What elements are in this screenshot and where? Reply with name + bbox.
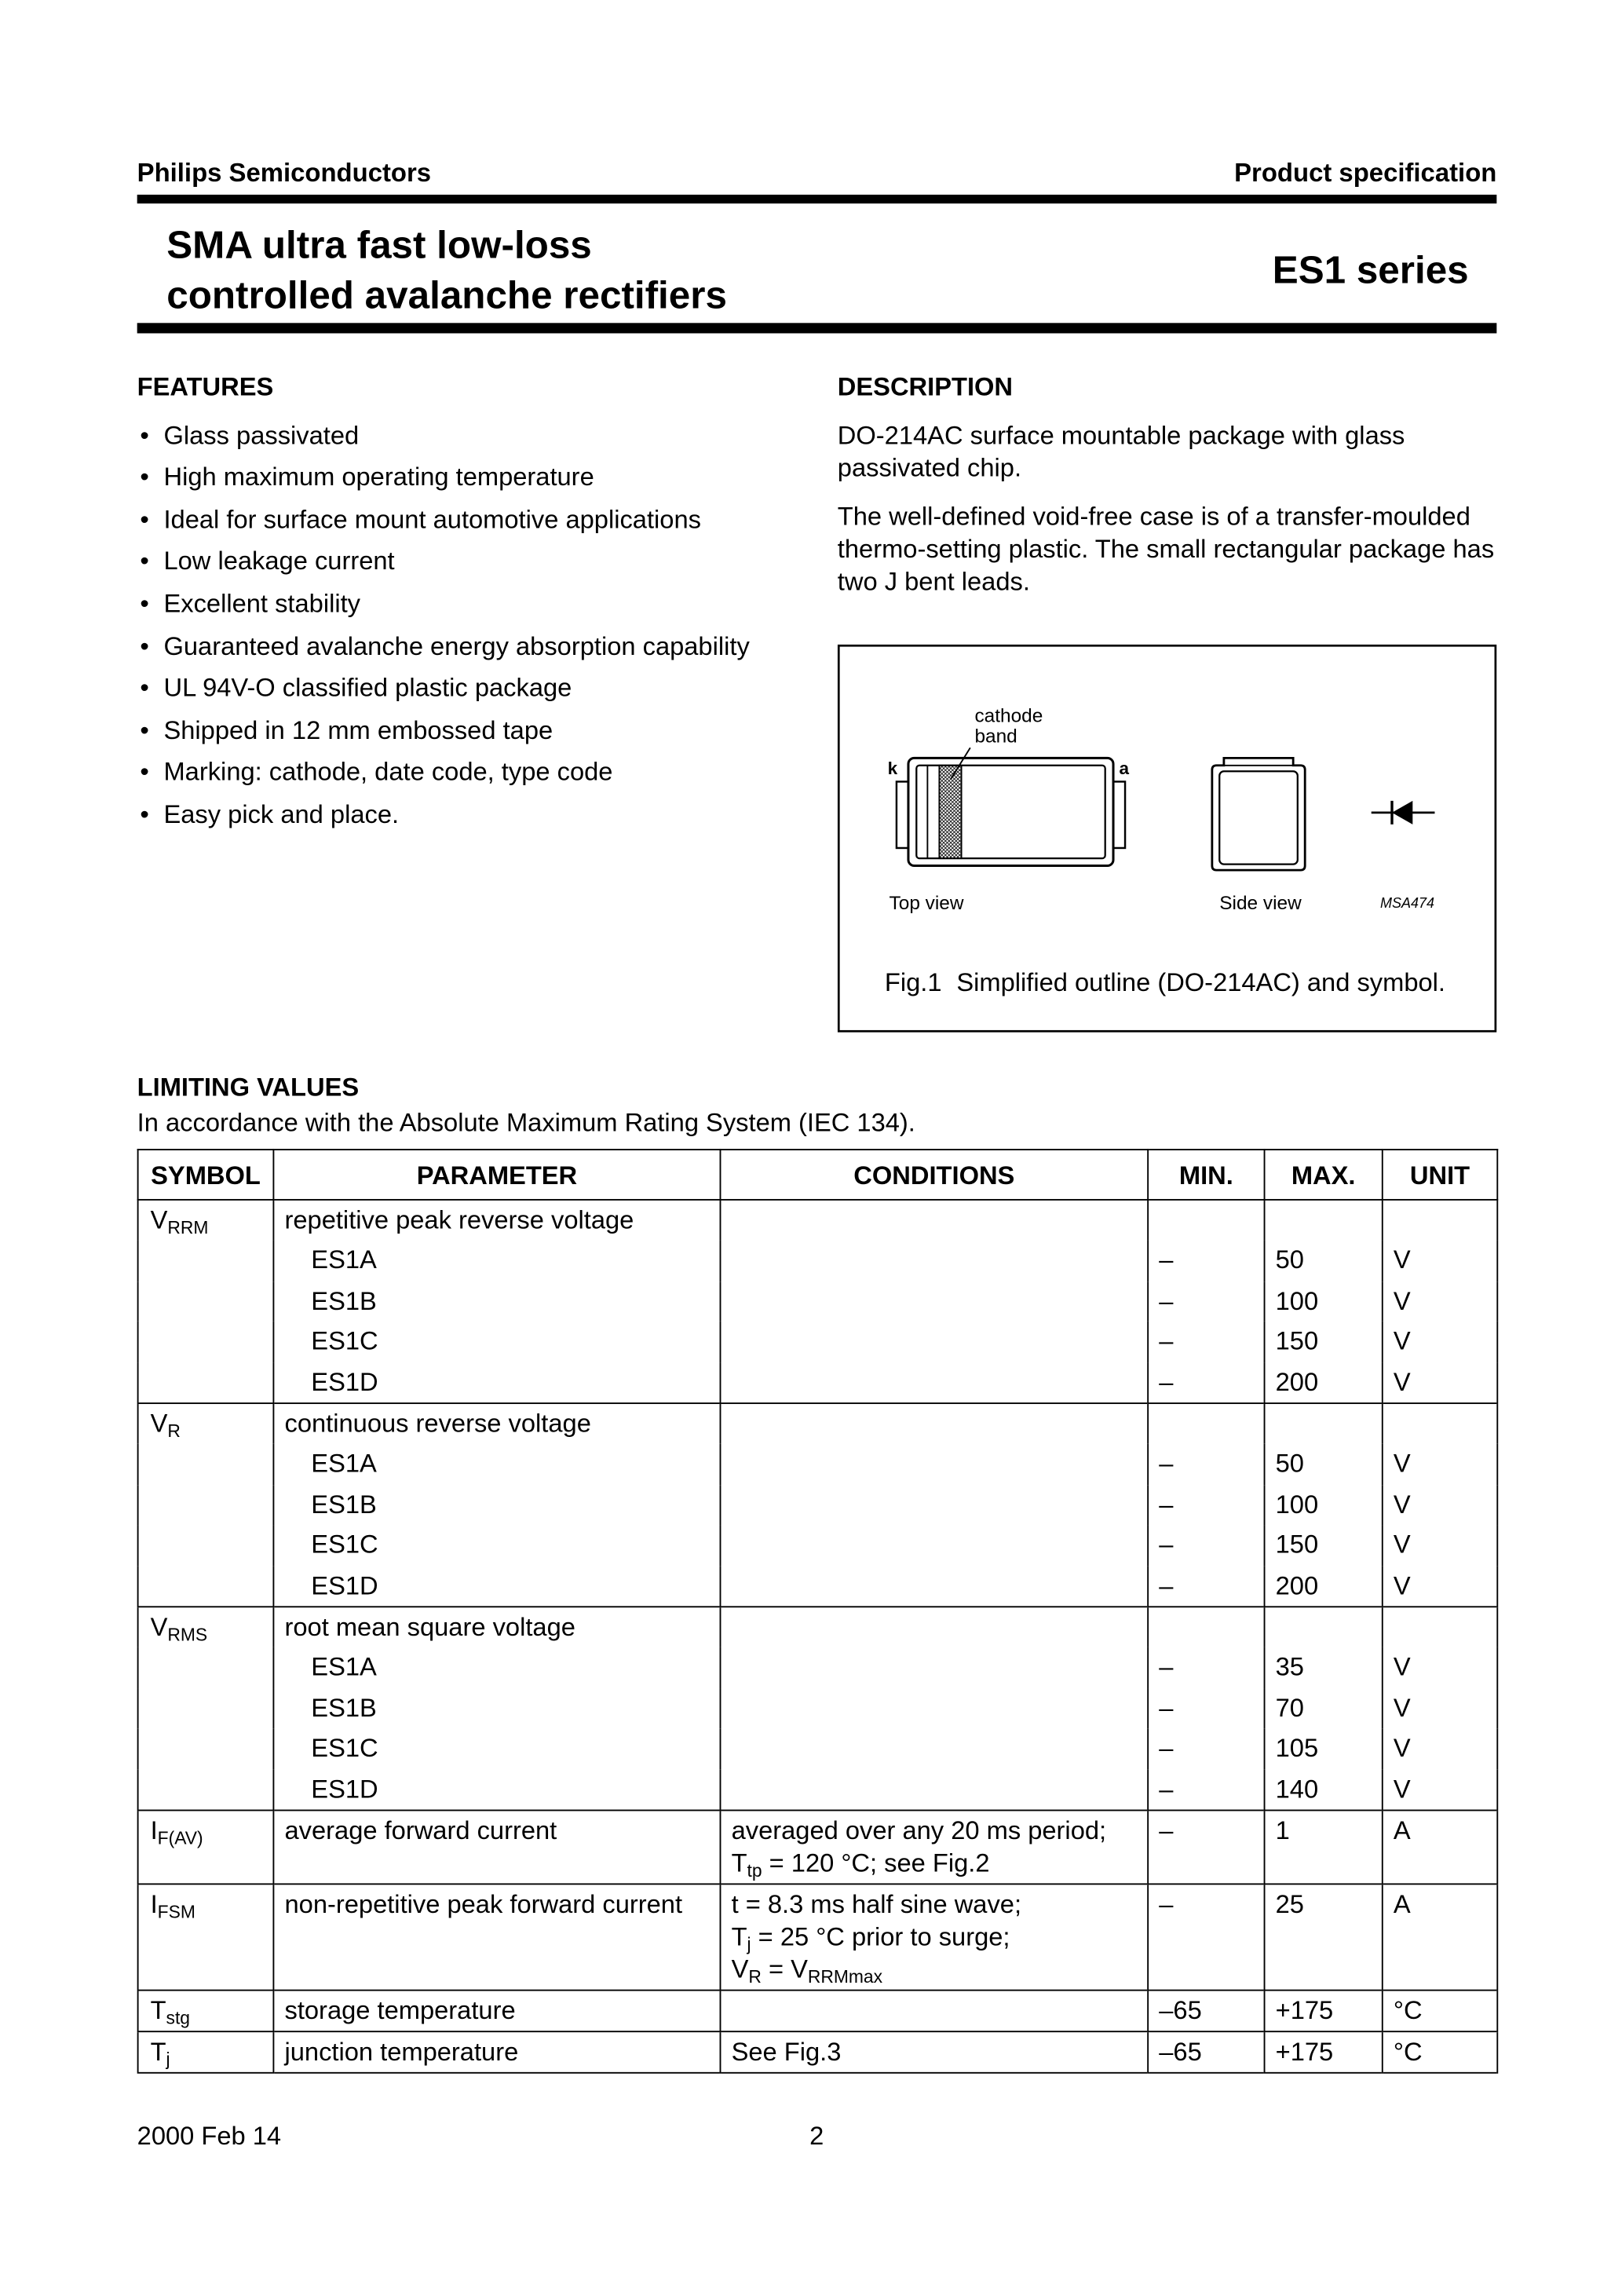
feature-item: [137, 414, 750, 456]
parameter-cell: continuous reverse voltage: [273, 1403, 720, 1444]
conditions-cell: [720, 1362, 1148, 1403]
condition-text: = V: [761, 1954, 808, 1984]
feature-text: UL 94V-O classified plastic package: [163, 672, 572, 703]
condition-line: [732, 1814, 1148, 1846]
company-name: Philips Semiconductors: [137, 157, 432, 188]
conditions-cell: [720, 1403, 1148, 1444]
column-header-parameter: PARAMETER: [273, 1150, 720, 1200]
unit-cell: V: [1383, 1241, 1497, 1281]
variant-row: [138, 1322, 1498, 1362]
unit-cell: V: [1383, 1281, 1497, 1322]
condition-subscript: j: [747, 1934, 751, 1955]
feature-item: [137, 540, 750, 583]
feature-text: Shipped in 12 mm embossed tape: [163, 715, 553, 745]
drawing-code: MSA474: [1379, 895, 1435, 912]
max-cell: 100: [1265, 1281, 1383, 1322]
max-cell: 105: [1265, 1729, 1383, 1769]
feature-item: [137, 709, 750, 751]
symbol-cell: [138, 1648, 274, 1688]
description-paragraph: DO-214AC surface mountable package with glass passivated chip.: [837, 420, 1405, 483]
variant-type-cell: ES1C: [273, 1322, 720, 1362]
max-cell: 1: [1265, 1811, 1383, 1885]
parameter-cell: root mean square voltage: [273, 1607, 720, 1647]
condition-text: averaged over any 20 ms period;: [731, 1815, 1107, 1845]
symbol-cell: [138, 1322, 274, 1362]
conditions-cell: [720, 1281, 1148, 1322]
symbol-cell: [138, 1769, 274, 1810]
figure-caption: [885, 966, 1445, 998]
unit-cell: V: [1383, 1648, 1497, 1688]
min-cell: –: [1148, 1526, 1264, 1566]
table-row: [138, 1200, 1498, 1241]
max-cell: 200: [1265, 1566, 1383, 1607]
condition-subscript: tp: [747, 1860, 762, 1881]
variant-row: [138, 1281, 1498, 1322]
side-view-drawing: [1212, 758, 1305, 870]
side-view-label: Side view: [1219, 892, 1302, 914]
symbol-base: V: [150, 1205, 168, 1235]
product-title-line-1: SMA ultra fast low-loss: [166, 222, 592, 267]
condition-line: [732, 2035, 1148, 2067]
condition-text: T: [731, 1848, 747, 1878]
variant-type-cell: ES1A: [273, 1445, 720, 1485]
symbol-cell: [138, 1526, 274, 1566]
unit-cell: [1383, 1200, 1497, 1241]
symbol-cell: [138, 1403, 274, 1444]
bullet-icon: •: [140, 799, 149, 829]
max-cell: 50: [1265, 1241, 1383, 1281]
variant-row: [138, 1445, 1498, 1485]
min-cell: –: [1148, 1281, 1264, 1322]
figure-1: [838, 645, 1497, 1033]
max-cell: 100: [1265, 1485, 1383, 1525]
description-paragraph: The well-defined void-free case is of a transfer-moulded thermo-setting plastic. The small rectangular package has two J bent leads.: [837, 501, 1495, 596]
symbol-base: I: [150, 1889, 158, 1919]
symbol-cell: [138, 1566, 274, 1607]
feature-item: [137, 794, 750, 836]
parameter-cell: average forward current: [273, 1811, 720, 1885]
limiting-values-table: [137, 1149, 1499, 2074]
symbol-base: I: [150, 1815, 158, 1845]
condition-text: T: [731, 1921, 747, 1952]
feature-text: Ideal for surface mount automotive applications: [163, 504, 701, 534]
symbol-base: V: [150, 1408, 168, 1439]
conditions-cell: [720, 1648, 1148, 1688]
max-cell: [1265, 1607, 1383, 1647]
min-cell: –: [1148, 1648, 1264, 1688]
table-row: [138, 1811, 1498, 1885]
feature-text: Glass passivated: [163, 419, 360, 450]
condition-line: [732, 1847, 1148, 1879]
parameter-cell: storage temperature: [273, 1991, 720, 2032]
product-title-line-2: controlled avalanche rectifiers: [166, 272, 727, 317]
max-cell: 140: [1265, 1769, 1383, 1810]
footer-date: 2000 Feb 14: [137, 2120, 282, 2151]
top-view-drawing: [897, 748, 1125, 865]
table-body: [138, 1200, 1498, 2073]
conditions-cell: [720, 1322, 1148, 1362]
unit-cell: V: [1383, 1322, 1497, 1362]
feature-text: Marking: cathode, date code, type code: [163, 757, 613, 787]
symbol-subscript: RRM: [167, 1217, 209, 1238]
diode-symbol-icon: [1372, 801, 1435, 824]
features-list: [137, 414, 750, 835]
variant-type-cell: ES1A: [273, 1648, 720, 1688]
max-cell: [1265, 1200, 1383, 1241]
cathode-band: [939, 766, 961, 858]
min-cell: –65: [1148, 1991, 1264, 2032]
symbol-cell: [138, 1991, 274, 2032]
condition-text: = 25 °C prior to surge;: [751, 1921, 1010, 1952]
symbol-cell: [138, 1445, 274, 1485]
symbol-subscript: FSM: [157, 1901, 195, 1923]
variant-type-cell: ES1B: [273, 1688, 720, 1728]
feature-item: [137, 625, 750, 667]
column-header-max: MAX.: [1265, 1150, 1383, 1200]
bullet-icon: •: [140, 462, 149, 492]
min-cell: –: [1148, 1322, 1264, 1362]
figure-caption-text: Simplified outline (DO-214AC) and symbol.: [956, 967, 1445, 997]
column-header-symbol: SYMBOL: [138, 1150, 274, 1200]
column-header-unit: UNIT: [1383, 1150, 1497, 1200]
column-header-min: MIN.: [1148, 1150, 1264, 1200]
feature-item: [137, 751, 750, 794]
variant-type-cell: ES1B: [273, 1485, 720, 1525]
condition-line: [732, 1953, 1148, 1985]
cathode-band-label-line-2: band: [974, 726, 1017, 748]
conditions-cell: [720, 1241, 1148, 1281]
limiting-values-heading: LIMITING VALUES: [137, 1072, 360, 1102]
conditions-cell: [720, 1991, 1148, 2032]
description-heading: DESCRIPTION: [837, 371, 1014, 401]
variant-row: [138, 1526, 1498, 1566]
condition-text: = 120 °C; see Fig.2: [762, 1848, 990, 1878]
condition-line: [732, 1888, 1148, 1920]
conditions-cell: [720, 1688, 1148, 1728]
table-row: [138, 1403, 1498, 1444]
table-row: [138, 2031, 1498, 2073]
condition-subscript: RRMmax: [807, 1966, 883, 1987]
parameter-cell: non-repetitive peak forward current: [273, 1885, 720, 1991]
table-header-row: [138, 1150, 1498, 1200]
conditions-cell: [720, 2031, 1148, 2073]
max-cell: 200: [1265, 1362, 1383, 1403]
diode-triangle: [1392, 801, 1412, 824]
unit-cell: [1383, 1607, 1497, 1647]
min-cell: –: [1148, 1885, 1264, 1991]
unit-cell: V: [1383, 1729, 1497, 1769]
min-cell: –: [1148, 1566, 1264, 1607]
bullet-icon: •: [140, 504, 149, 534]
max-cell: [1265, 1403, 1383, 1444]
max-cell: 150: [1265, 1322, 1383, 1362]
symbol-subscript: R: [167, 1420, 181, 1442]
symbol-cell: [138, 1362, 274, 1403]
unit-cell: A: [1383, 1811, 1497, 1885]
symbol-cell: [138, 1281, 274, 1322]
feature-text: High maximum operating temperature: [163, 462, 594, 492]
min-cell: [1148, 1200, 1264, 1241]
symbol-base: T: [150, 1995, 166, 2025]
symbol-subscript: j: [166, 2049, 170, 2071]
conditions-cell: [720, 1566, 1148, 1607]
symbol-cell: [138, 1607, 274, 1647]
symbol-cell: [138, 1485, 274, 1525]
unit-cell: °C: [1383, 2031, 1497, 2073]
variant-type-cell: ES1B: [273, 1281, 720, 1322]
min-cell: –65: [1148, 2031, 1264, 2073]
variant-row: [138, 1362, 1498, 1403]
feature-text: Excellent stability: [163, 588, 361, 619]
max-cell: 50: [1265, 1445, 1383, 1485]
min-cell: [1148, 1607, 1264, 1647]
min-cell: –: [1148, 1445, 1264, 1485]
unit-cell: V: [1383, 1769, 1497, 1810]
product-series: ES1 series: [1272, 247, 1469, 292]
unit-cell: A: [1383, 1885, 1497, 1991]
symbol-cell: [138, 1811, 274, 1885]
symbol-cell: [138, 2031, 274, 2073]
variant-row: [138, 1729, 1498, 1769]
variant-type-cell: ES1C: [273, 1729, 720, 1769]
anode-terminal-label: a: [1119, 759, 1130, 779]
bullet-icon: •: [140, 546, 149, 576]
symbol-cell: [138, 1688, 274, 1728]
conditions-cell: [720, 1885, 1148, 1991]
header-rule: [137, 195, 1497, 203]
top-view-label: Top view: [889, 892, 964, 914]
table-row: [138, 1607, 1498, 1647]
symbol-cell: [138, 1241, 274, 1281]
figure-number: Fig.1: [884, 967, 942, 997]
feature-text: Guaranteed avalanche energy absorption capability: [163, 631, 750, 660]
min-cell: –: [1148, 1769, 1264, 1810]
max-cell: 35: [1265, 1648, 1383, 1688]
min-cell: –: [1148, 1811, 1264, 1885]
condition-text: t = 8.3 ms half sine wave;: [731, 1889, 1022, 1919]
condition-subscript: R: [748, 1966, 762, 1987]
table-row: [138, 1991, 1498, 2032]
title-rule: [137, 323, 1497, 333]
variant-type-cell: ES1A: [273, 1241, 720, 1281]
variant-row: [138, 1769, 1498, 1810]
bullet-icon: •: [140, 672, 149, 703]
conditions-cell: [720, 1445, 1148, 1485]
symbol-subscript: F(AV): [157, 1828, 203, 1849]
variant-row: [138, 1566, 1498, 1607]
conditions-cell: [720, 1729, 1148, 1769]
max-cell: +175: [1265, 1991, 1383, 2032]
symbol-cell: [138, 1200, 274, 1241]
symbol-subscript: RMS: [167, 1624, 208, 1646]
max-cell: 25: [1265, 1885, 1383, 1991]
variant-row: [138, 1688, 1498, 1728]
unit-cell: V: [1383, 1485, 1497, 1525]
symbol-base: T: [150, 2036, 166, 2067]
conditions-cell: [720, 1769, 1148, 1810]
table-row: [138, 1885, 1498, 1991]
min-cell: [1148, 1403, 1264, 1444]
parameter-cell: junction temperature: [273, 2031, 720, 2073]
variant-row: [138, 1648, 1498, 1688]
feature-item: [137, 583, 750, 625]
bullet-icon: •: [140, 631, 149, 660]
min-cell: –: [1148, 1729, 1264, 1769]
max-cell: 150: [1265, 1526, 1383, 1566]
condition-line: [732, 1921, 1148, 1953]
variant-row: [138, 1485, 1498, 1525]
cathode-band-label-line-1: cathode: [974, 705, 1043, 727]
feature-text: Low leakage current: [163, 546, 395, 576]
bullet-icon: •: [140, 757, 149, 787]
feature-item: [137, 456, 750, 499]
symbol-cell: [138, 1729, 274, 1769]
conditions-cell: [720, 1485, 1148, 1525]
bullet-icon: •: [140, 715, 149, 745]
conditions-cell: [720, 1811, 1148, 1885]
unit-cell: V: [1383, 1566, 1497, 1607]
unit-cell: V: [1383, 1688, 1497, 1728]
bullet-icon: •: [140, 588, 149, 619]
conditions-cell: [720, 1526, 1148, 1566]
unit-cell: °C: [1383, 1991, 1497, 2032]
unit-cell: V: [1383, 1445, 1497, 1485]
conditions-cell: [720, 1200, 1148, 1241]
bullet-icon: •: [140, 419, 149, 450]
description-body: [838, 419, 1504, 613]
condition-text: See Fig.3: [731, 2036, 842, 2067]
feature-item: [137, 499, 750, 541]
max-cell: +175: [1265, 2031, 1383, 2073]
side-view-outer-outline: [1212, 758, 1305, 870]
feature-item: [137, 667, 750, 709]
cathode-terminal-label: k: [887, 759, 898, 779]
document-type: Product specification: [1234, 157, 1497, 188]
unit-cell: V: [1383, 1526, 1497, 1566]
features-heading: FEATURES: [137, 371, 274, 401]
variant-type-cell: ES1C: [273, 1526, 720, 1566]
min-cell: –: [1148, 1241, 1264, 1281]
page-number: 2: [809, 2120, 824, 2151]
variant-type-cell: ES1D: [273, 1769, 720, 1810]
unit-cell: [1383, 1403, 1497, 1444]
variant-type-cell: ES1D: [273, 1566, 720, 1607]
condition-text: V: [731, 1954, 749, 1984]
feature-text: Easy pick and place.: [163, 799, 400, 829]
symbol-base: V: [150, 1611, 168, 1642]
conditions-cell: [720, 1607, 1148, 1647]
symbol-subscript: stg: [166, 2008, 190, 2029]
limiting-values-intro: In accordance with the Absolute Maximum Rating System (IEC 134).: [137, 1107, 915, 1138]
min-cell: –: [1148, 1362, 1264, 1403]
max-cell: 70: [1265, 1688, 1383, 1728]
column-header-conditions: CONDITIONS: [720, 1150, 1148, 1200]
variant-type-cell: ES1D: [273, 1362, 720, 1403]
min-cell: –: [1148, 1688, 1264, 1728]
unit-cell: V: [1383, 1362, 1497, 1403]
parameter-cell: repetitive peak reverse voltage: [273, 1200, 720, 1241]
variant-row: [138, 1241, 1498, 1281]
min-cell: –: [1148, 1485, 1264, 1525]
symbol-cell: [138, 1885, 274, 1991]
